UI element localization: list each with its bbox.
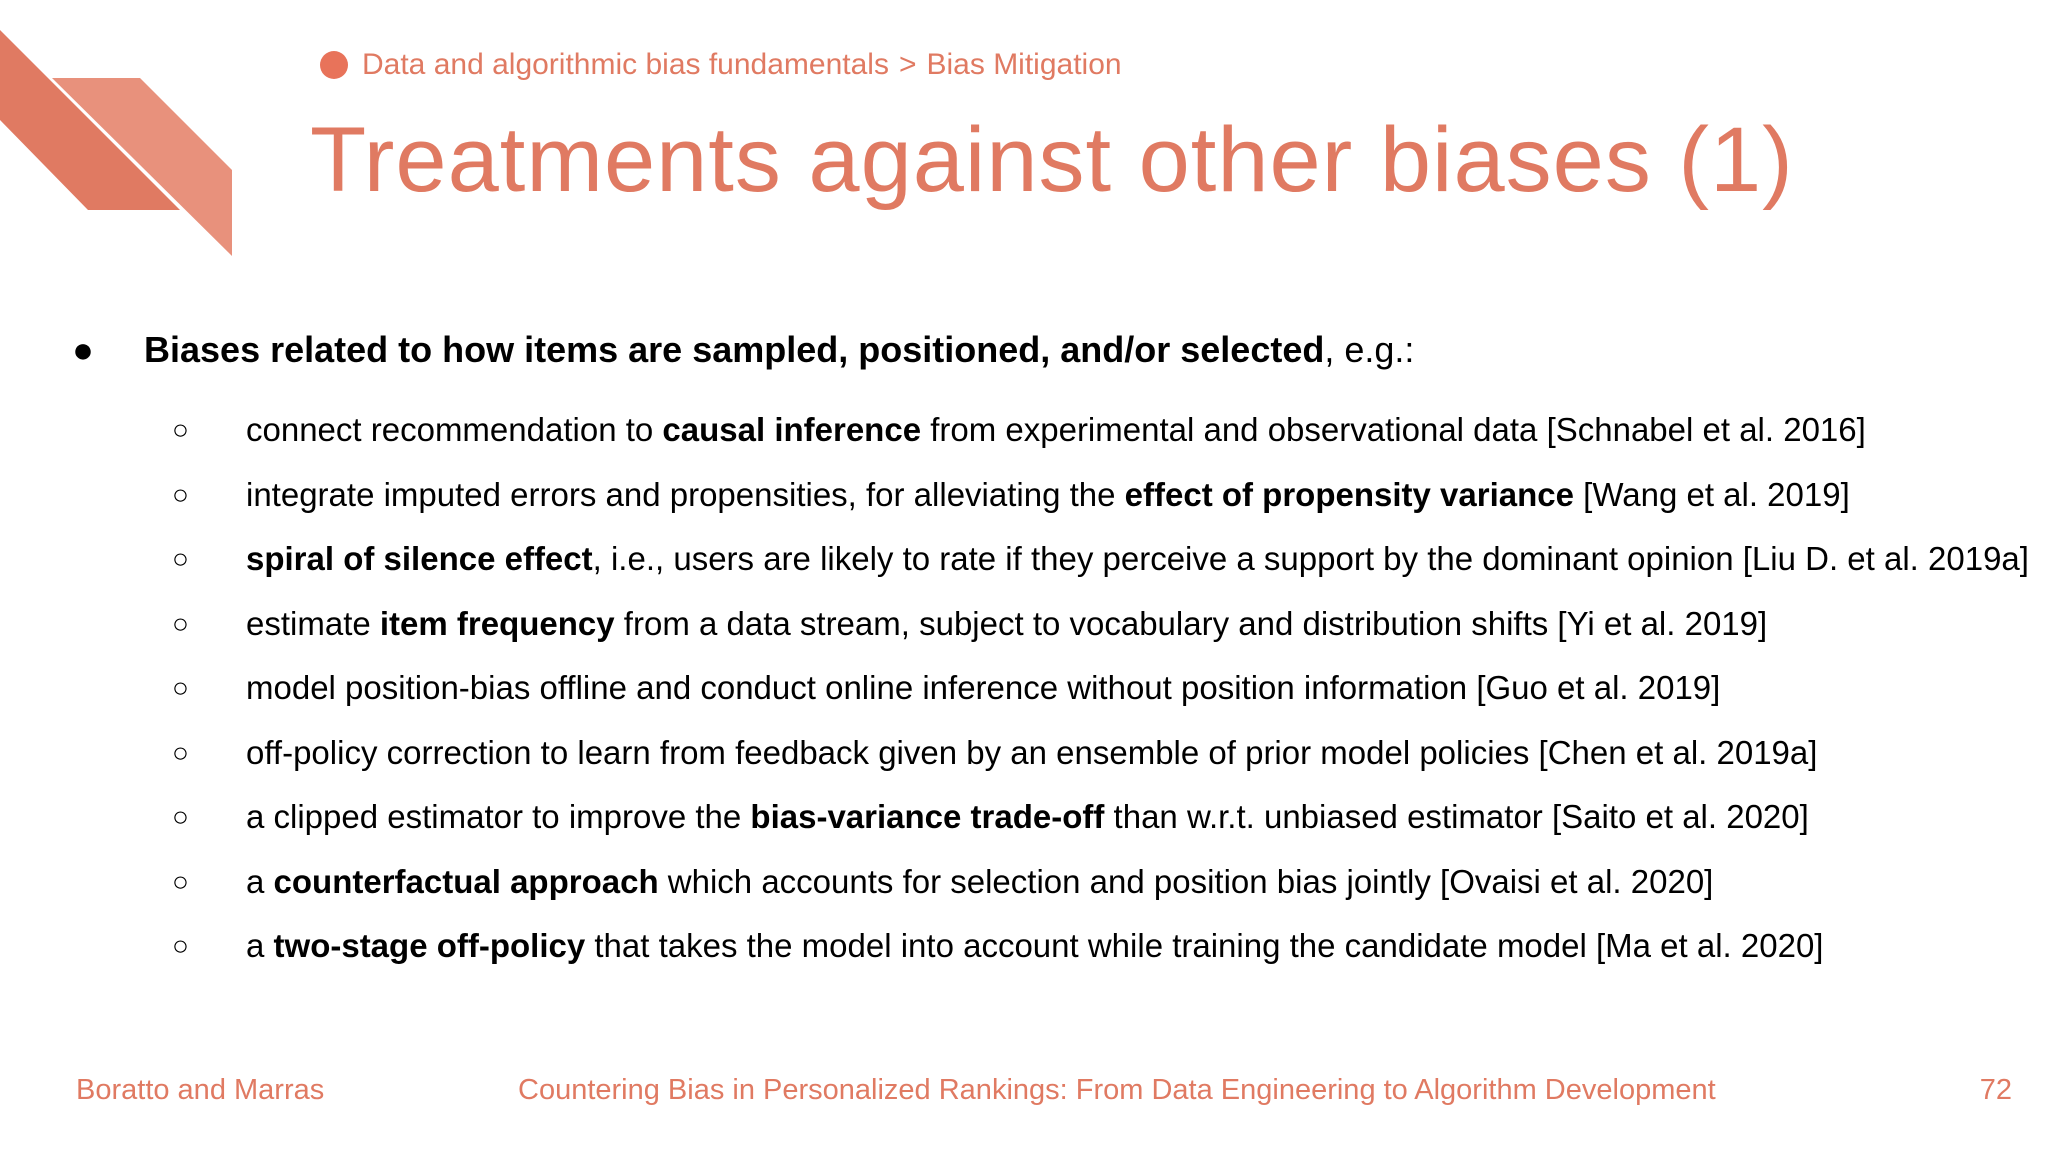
item-text: model position-bias offline and conduct online inference without position information [Guo et al. 2019] [246,669,1721,706]
item-bold: effect of propensity variance [1124,475,1574,513]
item-text: a [246,927,274,964]
main-bullet-bold: Biases related to how items are sampled, positioned, and/or selected [144,329,1325,370]
sub-bullet-marker: ○ [172,736,189,768]
slide-content [68,320,2028,979]
item-text-after: which accounts for selection and position bias jointly [Ovaisi et al. 2020] [658,862,1714,900]
sub-bullet-list [68,398,2028,979]
slide-title: Treatments against other biases (1) [310,109,1794,211]
logo-chevron-shape [0,0,240,260]
sub-bullet-marker: ○ [172,930,189,961]
footer-page-number: 72 [1979,1074,2012,1106]
item-bold: two-stage off-policy [273,927,586,964]
item-text-after: from a data stream, subject to vocabulary and distribution shifts [Yi et al. 2019] [614,604,1768,642]
list-item [68,721,2028,786]
sub-bullet-marker: ○ [172,607,189,639]
sub-bullet-marker: ○ [172,672,189,703]
item-text-after: [Wang et al. 2019] [1573,475,1850,513]
footer-talk-title: Countering Bias in Personalized Rankings: From Data Engineering to Algorithm Development [518,1074,1716,1106]
item-bold: spiral of silence effect [246,540,593,577]
list-item [68,656,2028,721]
list-item [68,463,2028,528]
sub-bullet-marker: ○ [172,543,189,574]
item-bold: causal inference [662,411,922,448]
breadcrumb-subsection: Bias Mitigation [926,48,1122,81]
list-item [68,850,2028,915]
item-text-after: from experimental and observational data [Schnabel et al. 2016] [921,411,1866,448]
item-bold: bias-variance trade-off [750,798,1105,835]
item-text-after: , i.e., users are likely to rate if they perceive a support by the dominant opinion [Liu D. et al. 2019a] [592,540,2029,577]
footer-authors: Boratto and Marras [76,1074,325,1106]
list-item [68,527,2028,592]
item-text: off-policy correction to learn from feedback given by an ensemble of prior model policies [Chen et al. 2019a] [246,733,1818,771]
item-text-after: than w.r.t. unbiased estimator [Saito et al. 2020] [1104,798,1809,835]
sub-bullet-marker: ○ [172,801,189,832]
main-bullet-marker: ● [72,329,94,370]
item-text: connect recommendation to [246,411,663,448]
sub-bullet-marker: ○ [172,865,189,897]
breadcrumb-separator: > [898,48,917,81]
item-text: a clipped estimator to improve the [246,798,751,835]
item-text: a [246,862,274,900]
main-bullet [68,320,2028,380]
breadcrumb [320,48,1122,82]
main-bullet-rest: , e.g.: [1324,329,1415,370]
list-item [68,398,2028,463]
item-bold: item frequency [379,604,615,642]
list-item [68,785,2028,850]
sub-bullet-marker: ○ [172,478,189,510]
list-item [68,592,2028,657]
breadcrumb-dot-icon [320,51,348,79]
item-text: estimate [246,604,380,642]
list-item [68,914,2028,979]
item-text-after: that takes the model into account while training the candidate model [Ma et al. 2020] [585,927,1824,964]
sub-bullet-marker: ○ [172,414,189,445]
item-text: integrate imputed errors and propensities, for alleviating the [246,475,1125,513]
item-bold: counterfactual approach [273,862,659,900]
breadcrumb-section: Data and algorithmic bias fundamentals [362,48,889,81]
